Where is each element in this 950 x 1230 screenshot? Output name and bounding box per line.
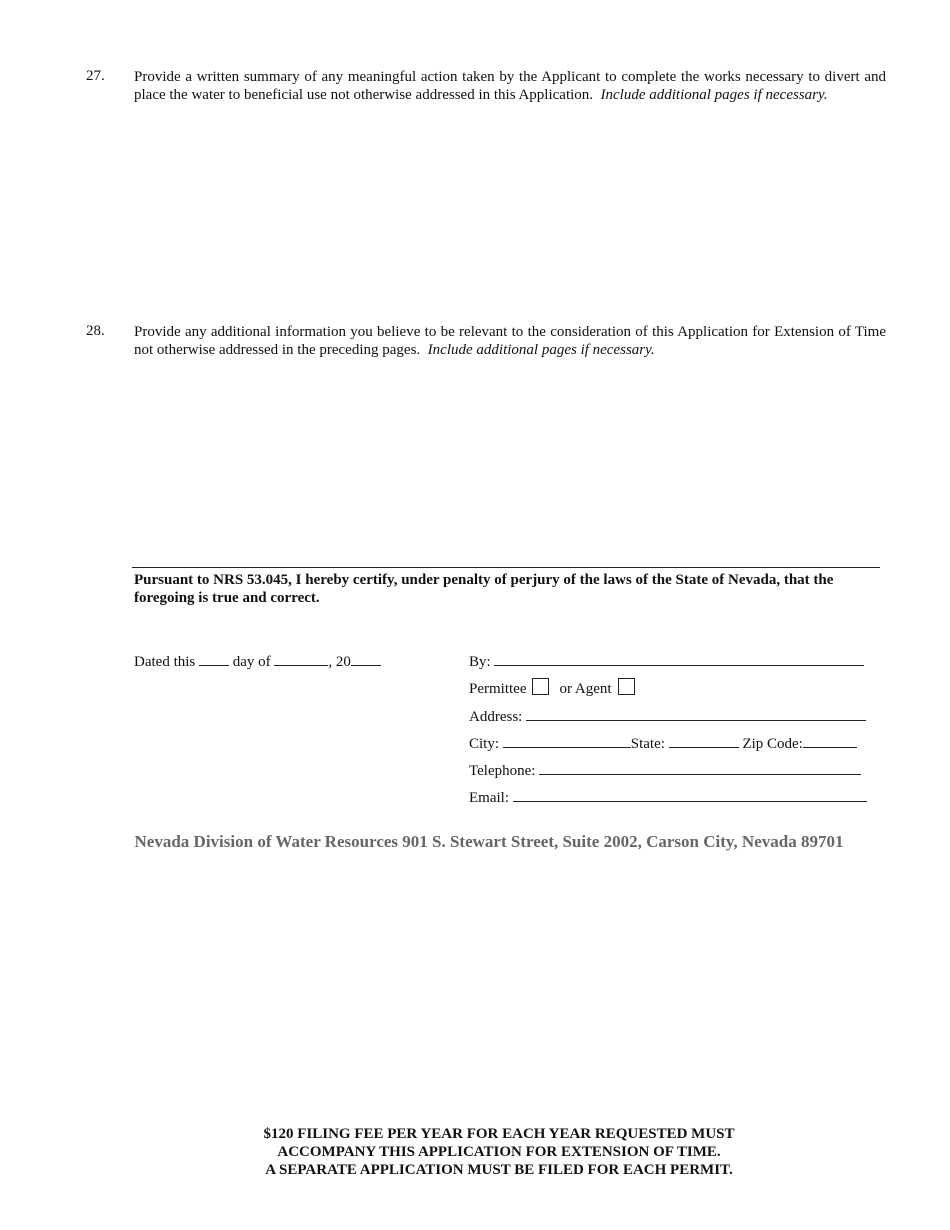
agent-checkbox[interactable] [618, 678, 635, 695]
city-field[interactable] [503, 733, 631, 748]
item-note: Include additional pages if necessary. [427, 342, 655, 358]
item-note: Include additional pages if necessary. [600, 87, 828, 103]
telephone-field[interactable] [539, 760, 861, 775]
day-field[interactable] [199, 651, 229, 666]
fee-notice [0, 1125, 950, 1179]
perjury-certification: Pursuant to NRS 53.045, I hereby certify, under penalty of perjury of the laws of the State of Nevada, that the foregoing is true and correct. [134, 572, 834, 606]
office-address: Nevada Division of Water Resources 901 S. Stewart Street, Suite 2002, Carson City, Nevada 89701 [134, 832, 844, 851]
divider [132, 567, 880, 568]
item-text: Provide a written summary of any meaningful action taken by the Applicant to complete the works necessary to divert and place the water to beneficial use not otherwise addressed in this Application. Include additional pages if necessary. [134, 69, 886, 103]
year-field[interactable] [351, 651, 381, 666]
zip-field[interactable] [803, 733, 857, 748]
item-number: 28. [86, 323, 105, 339]
fee-line: $120 FILING FEE PER YEAR FOR EACH YEAR REQUESTED MUST [263, 1126, 735, 1142]
role-row: Permittee or Agent [469, 678, 645, 698]
email-field[interactable] [513, 787, 867, 802]
address-row: Address: [469, 706, 866, 726]
fee-line: A SEPARATE APPLICATION MUST BE FILED FOR EACH PERMIT. [265, 1162, 733, 1178]
item-number: 27. [86, 68, 105, 84]
permittee-checkbox[interactable] [532, 678, 549, 695]
state-field[interactable] [669, 733, 739, 748]
fee-line: ACCOMPANY THIS APPLICATION FOR EXTENSION OF TIME. [277, 1144, 721, 1160]
month-field[interactable] [274, 651, 328, 666]
city-state-zip-row: City: State: Zip Code: [469, 733, 857, 753]
address-field[interactable] [526, 706, 866, 721]
date-line: Dated this day of , 20 [134, 651, 381, 671]
by-row: By: [469, 651, 864, 671]
signature-field[interactable] [494, 651, 864, 666]
item-text: Provide any additional information you believe to be relevant to the consideration of this Application for Extension of Time not otherwise addressed in the preceding pages. Include additional pages if necessary. [134, 324, 886, 358]
telephone-row: Telephone: [469, 760, 861, 780]
email-row: Email: [469, 787, 867, 807]
